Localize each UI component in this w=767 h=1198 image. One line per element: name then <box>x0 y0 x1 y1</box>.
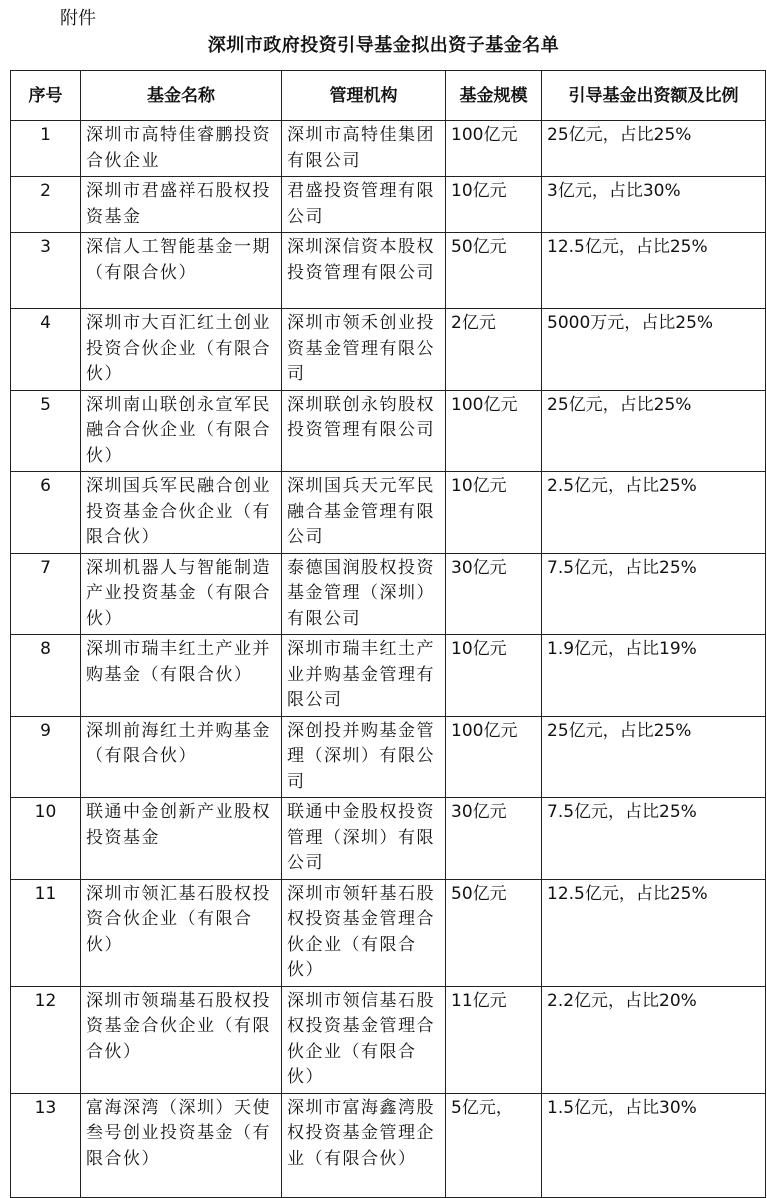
manager-cell: 深圳市领禾创业投资基金管理有限公司 <box>282 309 446 391</box>
contribution-cell: 2.2亿元，占比20% <box>542 986 766 1093</box>
fund-name-cell: 深圳市高特佳睿鹏投资合伙企业 <box>81 121 282 177</box>
serial-number-cell: 11 <box>11 879 81 986</box>
contribution-cell: 1.9亿元，占比19% <box>542 635 766 717</box>
serial-number-cell: 10 <box>11 798 81 880</box>
fund-scale-cell: 100亿元 <box>446 121 542 177</box>
fund-scale-cell: 30亿元 <box>446 798 542 880</box>
fund-name-cell: 深圳前海红土并购基金（有限合伙） <box>81 716 282 798</box>
table-row <box>11 635 766 717</box>
attachment-label: 附件 <box>60 8 96 29</box>
fund-list-table <box>10 70 766 1198</box>
table-row <box>11 553 766 635</box>
fund-scale-cell: 11亿元 <box>446 986 542 1093</box>
contribution-cell: 2.5亿元，占比25% <box>542 472 766 554</box>
fund-name-cell: 深信人工智能基金一期（有限合伙） <box>81 233 282 309</box>
manager-cell: 深圳国兵天元军民融合基金管理有限公司 <box>282 472 446 554</box>
manager-cell: 君盛投资管理有限公司 <box>282 177 446 233</box>
fund-scale-cell: 5亿元， <box>446 1093 542 1197</box>
serial-number-cell: 6 <box>11 472 81 554</box>
manager-cell: 深圳市富海鑫湾股权投资基金管理企业（有限合伙） <box>282 1093 446 1197</box>
table-row <box>11 233 766 309</box>
header-contribution: 引导基金出资额及比例 <box>542 71 766 121</box>
table-row <box>11 1093 766 1197</box>
table-row <box>11 879 766 986</box>
contribution-cell: 3亿元，占比30% <box>542 177 766 233</box>
fund-name-cell: 深圳国兵军民融合创业投资基金合伙企业（有限合伙） <box>81 472 282 554</box>
serial-number-cell: 5 <box>11 390 81 472</box>
serial-number-cell: 3 <box>11 233 81 309</box>
contribution-cell: 12.5亿元，占比25% <box>542 879 766 986</box>
fund-scale-cell: 10亿元 <box>446 635 542 717</box>
serial-number-cell: 1 <box>11 121 81 177</box>
fund-scale-cell: 50亿元 <box>446 233 542 309</box>
table-row <box>11 716 766 798</box>
fund-scale-cell: 30亿元 <box>446 553 542 635</box>
contribution-cell: 12.5亿元，占比25% <box>542 233 766 309</box>
contribution-cell: 25亿元，占比25% <box>542 390 766 472</box>
manager-cell: 深圳市领信基石股权投资基金管理合伙企业（有限合伙） <box>282 986 446 1093</box>
fund-name-cell: 富海深湾（深圳）天使叁号创业投资基金（有限合伙） <box>81 1093 282 1197</box>
manager-cell: 深圳市高特佳集团有限公司 <box>282 121 446 177</box>
table-body <box>11 121 766 1198</box>
fund-scale-cell: 50亿元 <box>446 879 542 986</box>
contribution-cell: 1.5亿元，占比30% <box>542 1093 766 1197</box>
fund-name-cell: 深圳机器人与智能制造产业投资基金（有限合伙） <box>81 553 282 635</box>
manager-cell: 深创投并购基金管理（深圳）有限公司 <box>282 716 446 798</box>
serial-number-cell: 13 <box>11 1093 81 1197</box>
fund-scale-cell: 100亿元 <box>446 390 542 472</box>
serial-number-cell: 12 <box>11 986 81 1093</box>
header-fund-name: 基金名称 <box>81 71 282 121</box>
fund-name-cell: 深圳市君盛祥石股权投资基金 <box>81 177 282 233</box>
table-row <box>11 986 766 1093</box>
contribution-cell: 5000万元，占比25% <box>542 309 766 391</box>
serial-number-cell: 2 <box>11 177 81 233</box>
manager-cell: 深圳深信资本股权投资管理有限公司 <box>282 233 446 309</box>
serial-number-cell: 7 <box>11 553 81 635</box>
fund-name-cell: 深圳市大百汇红土创业投资合伙企业（有限合伙） <box>81 309 282 391</box>
fund-name-cell: 深圳市领瑞基石股权投资基金合伙企业（有限合伙） <box>81 986 282 1093</box>
header-fund-scale: 基金规模 <box>446 71 542 121</box>
fund-scale-cell: 100亿元 <box>446 716 542 798</box>
header-serial-number: 序号 <box>11 71 81 121</box>
contribution-cell: 25亿元，占比25% <box>542 121 766 177</box>
manager-cell: 深圳市领轩基石股权投资基金管理合伙企业（有限合伙） <box>282 879 446 986</box>
table-row <box>11 121 766 177</box>
fund-name-cell: 深圳南山联创永宣军民融合合伙企业（有限合伙） <box>81 390 282 472</box>
fund-name-cell: 深圳市瑞丰红土产业并购基金（有限合伙） <box>81 635 282 717</box>
contribution-cell: 7.5亿元，占比25% <box>542 798 766 880</box>
contribution-cell: 7.5亿元，占比25% <box>542 553 766 635</box>
serial-number-cell: 9 <box>11 716 81 798</box>
serial-number-cell: 4 <box>11 309 81 391</box>
table-header-row <box>11 71 766 121</box>
fund-scale-cell: 10亿元 <box>446 177 542 233</box>
table-row <box>11 798 766 880</box>
header-manager: 管理机构 <box>282 71 446 121</box>
fund-scale-cell: 2亿元 <box>446 309 542 391</box>
manager-cell: 深圳联创永钧股权投资管理有限公司 <box>282 390 446 472</box>
manager-cell: 深圳市瑞丰红土产业并购基金管理有限公司 <box>282 635 446 717</box>
manager-cell: 联通中金股权投资管理（深圳）有限公司 <box>282 798 446 880</box>
fund-name-cell: 联通中金创新产业股权投资基金 <box>81 798 282 880</box>
fund-scale-cell: 10亿元 <box>446 472 542 554</box>
fund-name-cell: 深圳市领汇基石股权投资合伙企业（有限合伙） <box>81 879 282 986</box>
document-title: 深圳市政府投资引导基金拟出资子基金名单 <box>207 35 560 56</box>
table-row <box>11 177 766 233</box>
table-row <box>11 472 766 554</box>
serial-number-cell: 8 <box>11 635 81 717</box>
contribution-cell: 25亿元，占比25% <box>542 716 766 798</box>
manager-cell: 泰德国润股权投资基金管理（深圳）有限公司 <box>282 553 446 635</box>
table-row <box>11 309 766 391</box>
table-row <box>11 390 766 472</box>
